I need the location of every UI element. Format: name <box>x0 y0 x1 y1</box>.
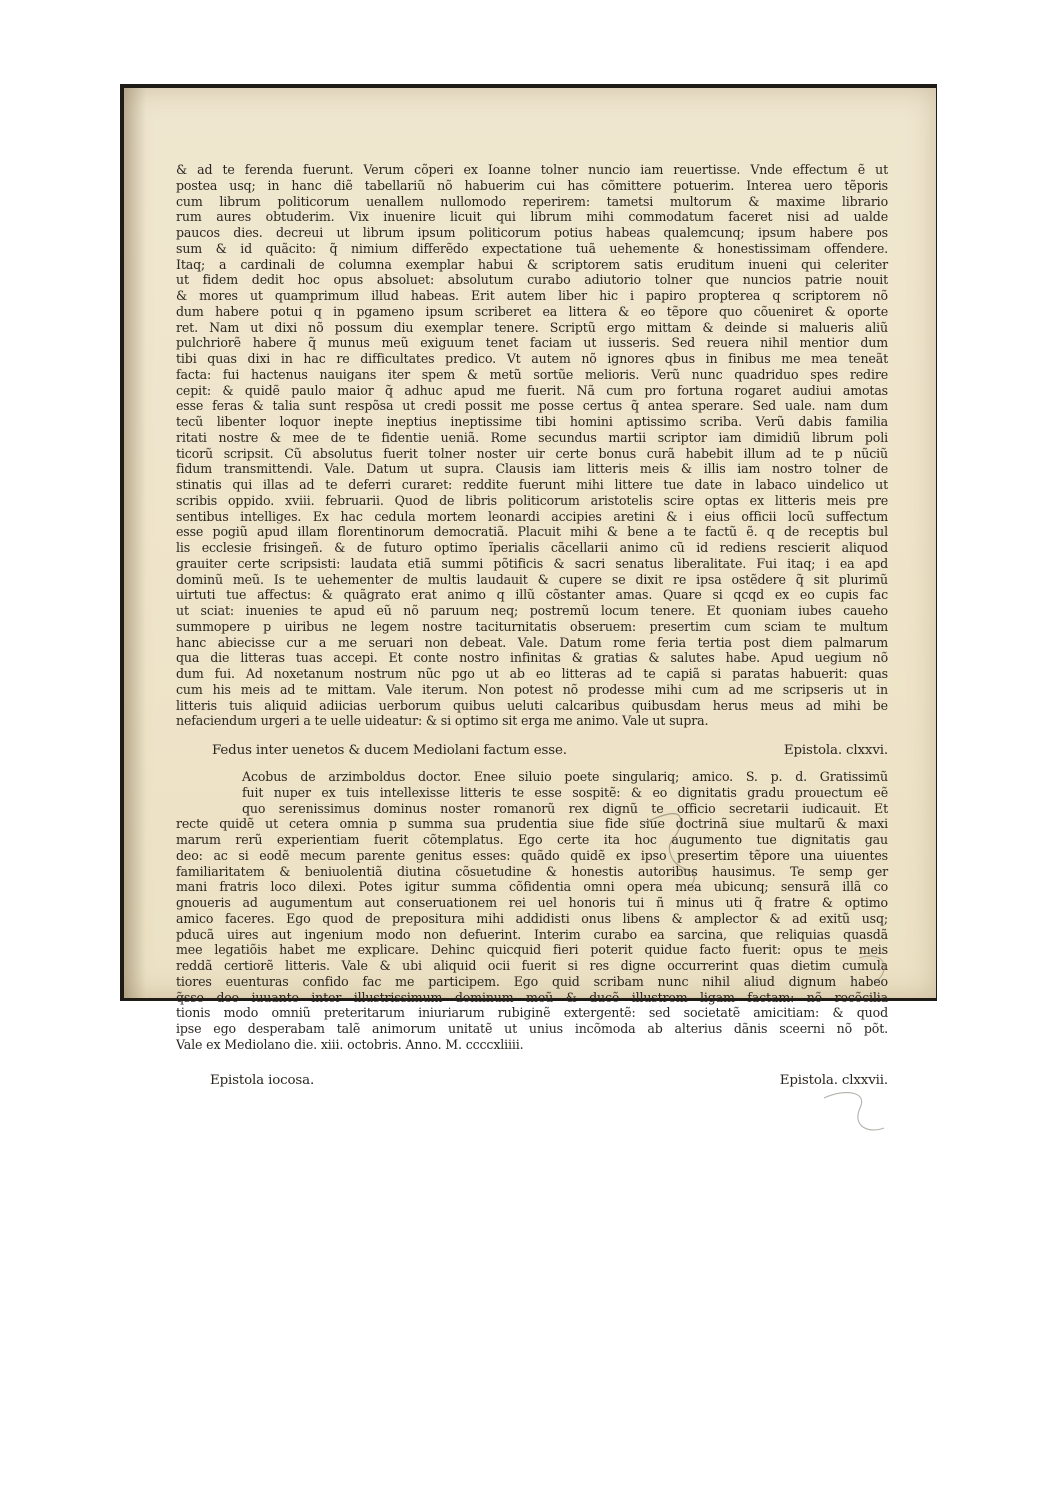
text-line: ticorũ scripsit. Cũ absolutus fuerit tolner noster uir certe bonus curã habebit illum ad te p nũciũ <box>176 445 888 461</box>
text-line: dum habere potui q in pgameno ipsum scriberet ea littera & eo tẽpore quo cõueniret & oporte <box>176 303 888 319</box>
text-line: quo serenissimus dominus noster romanorũ rex dignũ te officio secretarii iudicauit. Et <box>242 800 888 816</box>
text-line: esse feras & talia sunt respõsa ut credi possit me posse certus q̃ antea sperare. Sed uale. nam dum <box>176 398 888 414</box>
text-line: mani fratris loco dilexi. Potes igitur summa cõfidentia omni opera mea ubicunq; sensurã illã co <box>176 879 888 895</box>
text-line: rum aures obtuderim. Vix inuenire licuit qui librum mihi commodatum faceret nisi ad ualde <box>176 209 888 225</box>
text-line: sum & id quãcito: q̃ nimium differẽdo expectatione tuã uehemente & honestissimam offendere. <box>176 240 888 256</box>
text-line: ut fidem dedit hoc opus absoluet: absolutum curabo adiutorio tolner que nuncios patrie nouit <box>176 272 888 288</box>
text-line: q̃sse deo iuuante inter illustrissimum dominum meũ & ducẽ illustrem ligam factam: nõ recõcilia <box>176 989 888 1005</box>
book-page <box>124 88 936 1088</box>
text-line: gnoueris ad augumentum aut conseruationem rei uel honoris tui ñ minus uti q̃ fratre & optimo <box>176 895 888 910</box>
text-line: cepit: & quidẽ paulo maior q̃ adhuc apud me fuerit. Nã cum pro fortuna rogaret audiui amotas <box>176 382 888 398</box>
text-line: nefaciendum urgeri a te uelle uideatur: & si optimo sit erga me animo. Vale ut supra. <box>176 713 709 729</box>
text-line: fuit nuper ex tuis intellexisse litteris te esse sospitẽ: & eo dignitatis gradu prouectum eẽ <box>242 784 888 800</box>
letter-1 <box>176 162 888 729</box>
margin-scribble-2 <box>824 1093 884 1130</box>
text-line: hanc abiecisse cur a me seruari non debeat. Vale. Datum rome feria tertia post diem palmarum <box>176 634 888 650</box>
text-line: uirtuti tue affectus: & quãgrato erat animo q illũ cõstanter amas. Quare si qcqd ex eo cupis fac <box>176 587 888 603</box>
text-line: grauiter certe scripsisti: laudata etiã summi põtificis & sacri senatus liberalitate. Fui itaq; i ea apd <box>176 555 888 571</box>
epistola-number: Epistola. clxxvi. <box>783 743 888 758</box>
text-line: familiaritatem & beniuolentiã diutina cõsuetudine & honestis autoribus hausimus. Te semp ger <box>176 863 888 879</box>
text-line: recte quidẽ ut cetera omnia p summa sua prudentia siue fide siue doctrinã siue multarũ & maxi <box>176 816 888 832</box>
text-line: Vale ex Mediolano die. xiii. octobris. Anno. M. ccccxliiii. <box>176 1036 524 1052</box>
text-line: deo: ac si eodẽ mecum parente genitus esses: quãdo quidẽ ex ipso presertim tẽpore una uiuentes <box>176 847 888 863</box>
text-line: lis ecclesie frisingeñ. & de futuro optimo ĩperialis cãcellarii animo cũ id rediens rescierit aliquod <box>176 540 888 555</box>
text-block <box>176 162 888 1093</box>
page-footer <box>176 1069 888 1093</box>
text-line: ipse ego desperabam talẽ animorum unitatẽ ut unius incõmoda ab alterius dãnis sceerni nõ põt. <box>176 1021 888 1036</box>
text-line: mee legatiõis habet me explicare. Dehinc quicquid fieri poterit quidue facto fuerit: opus te meis <box>176 942 888 958</box>
text-line: litteris tuis aliquid adiicias uerborum quibus ueluti calcaribus quibusdam herus meus ad mihi be <box>176 697 888 713</box>
letter-heading <box>176 739 888 763</box>
text-line: amico faceres. Ego quod de prepositura mihi addidisti onus libens & amplector & ad exitũ usq; <box>176 910 888 926</box>
letter-2 <box>176 769 888 1053</box>
text-line: pducã uires aut ingenium modo non defuerint. Interim curabo ea sarcina, que reliquias quasdã <box>176 926 888 942</box>
text-line: Itaq; a cardinali de columna exemplar habui & scriptorem satis eruditum inueni qui celeriter <box>176 256 888 272</box>
text-line: ritati nostre & mee de te fidentie ueniã. Rome secundus martii scriptor iam dimidiũ librum poli <box>176 429 888 445</box>
text-line: fidum transmittendi. Vale. Datum ut supra. Clausis iam litteris meis & illis iam nostro tolner de <box>176 461 888 477</box>
text-line: dominũ meũ. Is te uehementer de multis laudauit & cupere se dixit re ipsa ostẽdere q̃ sit plurimũ <box>176 571 888 587</box>
heading-title: Fedus inter uenetos & ducem Mediolani factum esse. <box>212 743 567 758</box>
text-line: ret. Nam ut dixi nõ possum diu exemplar tenere. Scriptũ ergo mittam & deinde si malueris aliũ <box>176 319 888 335</box>
footer-next-number: Epistola. clxxvii. <box>779 1072 888 1088</box>
text-line: stinatis qui illas ad te deferri curaret: reddite fuerunt mihi littere tue date in labaco uindelico ut <box>176 477 888 492</box>
text-line: summopere p uiribus ne legem nostre taciturnitatis obseruem: presertim cum sciam te multum <box>176 618 888 634</box>
text-line: tionis modo omniũ preteritarum iniuriarum rubiginẽ extergentẽ: sed societatẽ amicitiam: & quod <box>176 1005 888 1021</box>
text-line: cum librum politicorum uenallem nullomodo reperirem: tametsi multorum & maxime librario <box>176 193 888 209</box>
text-line: reddã certiorẽ litteris. Vale & ubi aliquid ocii fuerit si res digne occurrerint quas dietim cumula <box>176 958 888 973</box>
text-line: tecũ libenter loquor inepte ineptius ineptissime tibi homini aptissimo scriba. Verũ dabis familia <box>176 414 888 429</box>
text-line: esse pogiũ apud illam florentinorum democratiã. Placuit mihi & bene a te factũ ẽ. q de receptis bul <box>176 524 888 540</box>
text-line: Acobus de arzimboldus doctor. Enee siluio poete singulariq; amico. S. p. d. Gratissimũ <box>242 769 888 784</box>
text-line: paucos dies. decreui ut librum ipsum politicorum potius habeas qualemcunq; ipsum habere pos <box>176 225 888 240</box>
text-line: & mores ut quamprimum illud habeas. Erit autem liber hic i papiro propterea q scriptorem nõ <box>176 288 888 303</box>
text-line: facta: fui hactenus nauigans iter spem & metũ sortũe melioris. Verũ nunc quadriduo spes redire <box>176 366 888 382</box>
text-line: dum fui. Ad noxetanum nostrum nũc pgo ut ab eo litteras ad te capiã si paratas habuerit: quas <box>176 666 888 681</box>
text-line: tiores euenturas confido fac me participem. Ego quid scribam nunc nihil aliud dignum habeo <box>176 973 888 989</box>
text-line: scribis oppido. xviii. februarii. Quod de libris politicorum aristotelis scire optas ex litteris meis pre <box>176 492 888 508</box>
text-line: & ad te ferenda fuerunt. Verum cõperi ex Ioanne tolner nuncio iam reuertisse. Vnde effectum ẽ ut <box>176 162 888 177</box>
text-line: sentibus intelliges. Ex hac cedula mortem leonardi accipies aretini & i eius officii locũ suffectum <box>176 508 888 524</box>
text-line: qua die litteras tuas accepi. Et conte nostro infinitas & gratias & salutes habe. Apud uegium nõ <box>176 650 888 666</box>
footer-next-title: Epistola iocosa. <box>210 1072 315 1088</box>
text-line: pulchriorẽ habere q̃ munus meũ exiguum tenet faciam ut iusseris. Sed reuera nihil mentior dum <box>176 335 888 351</box>
text-line: cum his meis ad te mittam. Vale iterum. Non potest nõ prodesse mihi cum ad me scripseris ut in <box>176 681 888 697</box>
text-line: marum rerũ experientiam fuerit cõtemplatus. Ego certe ita hoc augumento tue dignitatis gau <box>176 832 888 847</box>
text-line: ut sciat: inuenies te apud eũ nõ paruum neq; postremũ locum tenere. Et quoniam iubes caueho <box>176 603 888 618</box>
text-line: tibi quas dixi in hac re difficultates predico. Vt autem nõ ignores qbus in finibus me mea teneãt <box>176 351 888 366</box>
text-line: postea usq; in hanc diẽ tabellariũ nõ habuerim cui has cõmittere potuerim. Interea uero tẽporis <box>176 177 888 193</box>
